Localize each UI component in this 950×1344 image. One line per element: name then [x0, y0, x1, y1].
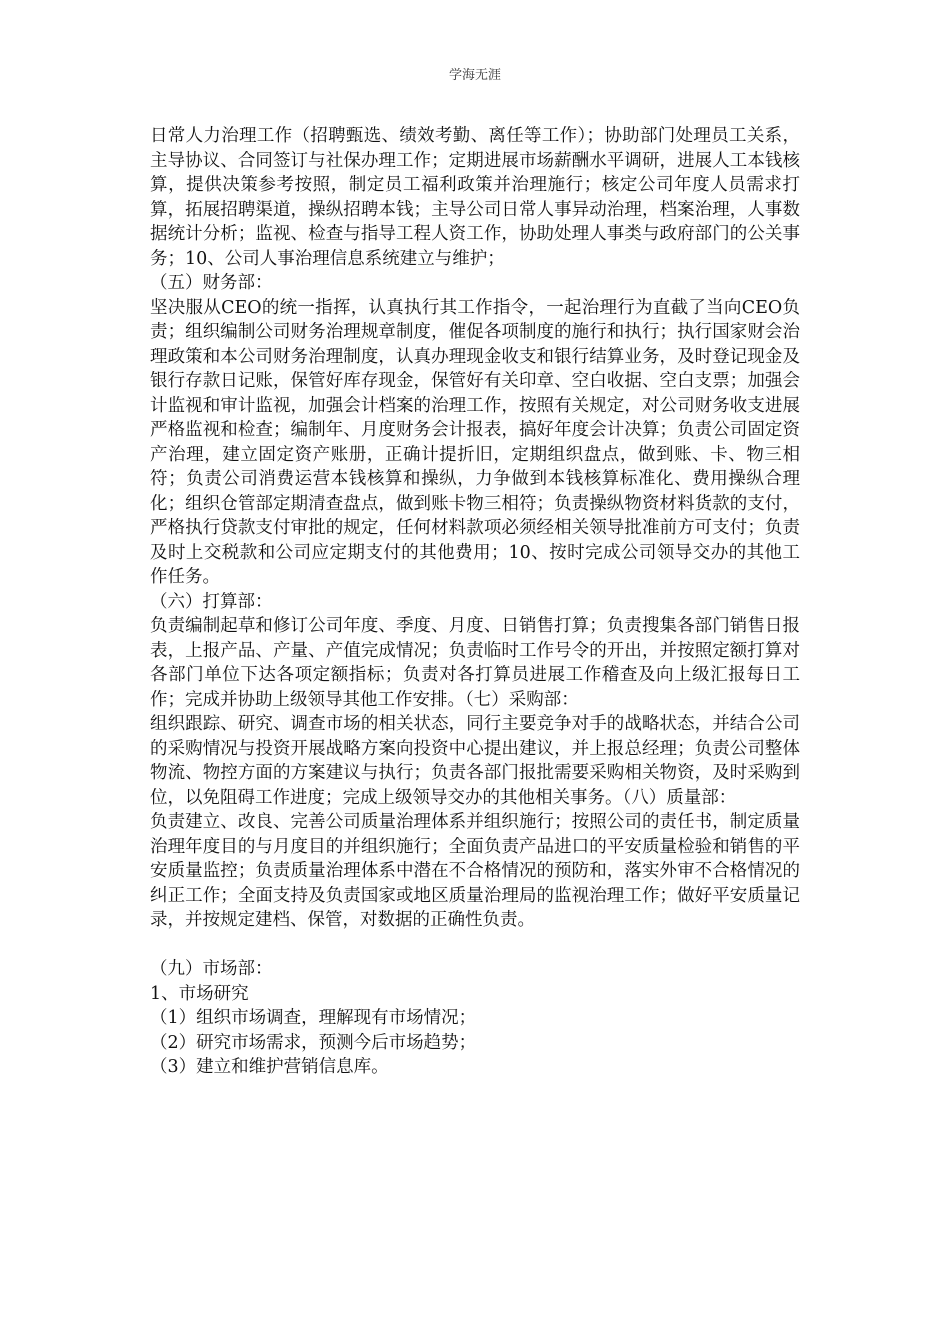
market-list-item: （2）研究市场需求，预测今后市场趋势；	[150, 1032, 477, 1053]
planning-heading: （六）打算部：	[150, 591, 273, 612]
market-list-item: （1）组织市场调查，理解现有市场情况；	[150, 1008, 477, 1028]
planning-duties-paragraph: 负责编制起草和修订公司年度、季度、月度、日销售打算；负责搜集各部门销售日报表，上报产品、产量、产值完成情况；负责临时工作号令的开出，并按照定额打算对各部门单位下达各项定额指标；负责对各打算员进展工作稽查及向上级汇报每日工作；完成并协助上级领导其他工作安排。（七）采购部：	[150, 616, 800, 710]
finance-heading: （五）财务部：	[150, 273, 273, 293]
quality-duties-paragraph: 负责建立、改良、完善公司质量治理体系并组织施行；按照公司的责任书，制定质量治理年度目的与月度目的并组织施行；全面负责产品进口的平安质量检验和销售的平安质量监控；负责质量治理体系中潜在不合格情况的预防和，落实外审不合格情况的纠正工作；全面支持及负责国家或地区质量治理局的监视治理工作；做好平安质量记录，并按规定建档、保管，对数据的正确性负责。	[150, 812, 800, 930]
finance-duties-paragraph: 坚决服从CEO的统一指挥，认真执行其工作指令，一起治理行为直截了当向CEO负责；组织编制公司财务治理规章制度，催促各项制度的施行和执行；执行国家财会治理政策和本公司财务治理制度，认真办理现金收支和银行结算业务，及时登记现金及银行存款日记账，保管好库存现金，保管好有关印章、空白收据、空白支票；加强会计监视和审计监视，加强会计档案的治理工作，按照有关规定，对公司财务收支进展严格监视和检查；编制年、月度财务会计报表，搞好年度会计决算；负责公司固定资产治理，建立固定资产账册，正确计提折旧，定期组织盘点，做到账、卡、物三相符；负责公司消费运营本钱核算和操纵，力争做到本钱核算标准化、费用操纵合理化；组织仓管部定期清查盘点，做到账卡物三相符；负责操纵物资材料货款的支付，严格执行贷款支付审批的规定，任何材料款项必须经相关领导批准前方可支付；负责及时上交税款和公司应定期支付的其他费用；10、按时完成公司领导交办的其他工作任务。	[150, 297, 800, 587]
market-list-item: （3）建立和维护营销信息库。	[150, 1057, 389, 1077]
market-research-heading: 1、市场研究	[150, 983, 249, 1004]
document-body	[150, 124, 800, 1080]
market-heading: （九）市场部：	[150, 959, 273, 979]
paragraph-spacer	[150, 933, 800, 958]
purchasing-duties-paragraph: 组织跟踪、研究、调查市场的相关状态，同行主要竞争对手的战略状态，并结合公司的采购情况与投资开展战略方案向投资中心提出建议，并上报总经理；负责公司整体物流、物控方面的方案建议与执行；负责各部门报批需要采购相关物资，及时采购到位，以免阻碍工作进度；完成上级领导交办的其他相关事务。（八）质量部：	[150, 714, 800, 808]
hr-duties-paragraph: 日常人力治理工作（招聘甄选、绩效考勤、离任等工作）；协助部门处理员工关系，主导协议、合同签订与社保办理工作；定期进展市场薪酬水平调研，进展人工本钱核算，提供决策参考按照，制定员工福利政策并治理施行；核定公司年度人员需求打算，拓展招聘渠道，操纵招聘本钱；主导公司日常人事异动治理，档案治理，人事数据统计分析；监视、检查与指导工程人资工作，协助处理人事类与政府部门的公关事务；10、公司人事治理信息系统建立与维护；	[150, 126, 800, 269]
page-header: 学海无涯	[448, 68, 501, 83]
